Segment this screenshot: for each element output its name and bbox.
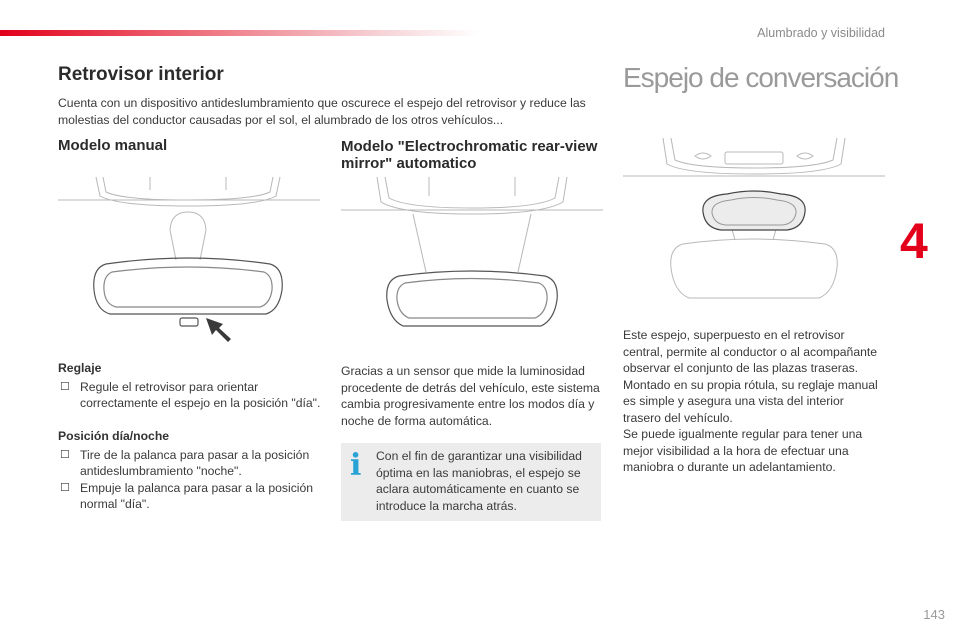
list-item-text: Tire de la palanca para pasar a la posición antideslumbramiento "noche". <box>80 447 310 478</box>
info-icon: i <box>350 448 362 483</box>
list-item <box>58 480 328 513</box>
espejo-paragraph: Este espejo, superpuesto en el retrovisor central, permite al conductor o al acompañante observar el conjunto de las plazas traseras. Montado en su propia rótula, su reglaje manual es simple y asegura una vista del interior trasero del vehículo. Se puede igualmente regular para tener una mejor visibilidad a la hora de efectuar una maniobra o durante un adelantamiento. <box>623 328 878 474</box>
list-item-text: Empuje la palanca para pasar a la posición normal "día". <box>80 480 314 511</box>
subsection-title-electrochromatic: Modelo "Electrochromatic rear-view mirror" automatico <box>341 138 598 172</box>
page-number: 143 <box>923 607 945 622</box>
list-item-text: Regule el retrovisor para orientar correctamente el espejo en la posición "día". <box>80 379 321 410</box>
checkbox-bullet-icon: ☐ <box>60 481 70 494</box>
chapter-number: 4 <box>900 213 928 269</box>
chapter-title: Alumbrado y visibilidad <box>757 26 885 40</box>
sensor-paragraph: Gracias a un sensor que mide la luminosidad procedente de detrás del vehículo, este sistema cambia progresivamente entre los modos día y noche de forma automática. <box>341 364 600 428</box>
reglaje-block <box>58 360 328 412</box>
intro-paragraph: Cuenta con un dispositivo antideslumbramiento que oscurece el espejo del retrovisor y reduce las molestias del conductor causadas por el sol, el alumbrado de los otros vehículos... <box>58 96 586 127</box>
header-accent-bar <box>0 30 480 36</box>
list-item <box>58 379 328 412</box>
subsection-title-manual: Modelo manual <box>58 137 168 154</box>
electrochromatic-mirror-illustration <box>341 172 603 347</box>
info-box <box>341 443 601 521</box>
info-text: Con el fin de garantizar una visibilidad óptima en las maniobras, el espejo se aclara automáticamente en cuanto se introduce la marcha atrás. <box>376 449 582 513</box>
section-title-espejo: Espejo de conversación <box>623 62 899 93</box>
posicion-label: Posición día/noche <box>58 429 170 443</box>
section-title-retrovisor: Retrovisor interior <box>58 64 224 85</box>
lever-arrow-icon <box>206 318 231 342</box>
list-item <box>58 447 328 480</box>
conversation-mirror-illustration <box>623 132 885 307</box>
reglaje-label: Reglaje <box>58 361 102 375</box>
manual-mirror-illustration <box>58 172 320 347</box>
checkbox-bullet-icon: ☐ <box>60 380 70 393</box>
posicion-block <box>58 428 328 513</box>
checkbox-bullet-icon: ☐ <box>60 448 70 461</box>
